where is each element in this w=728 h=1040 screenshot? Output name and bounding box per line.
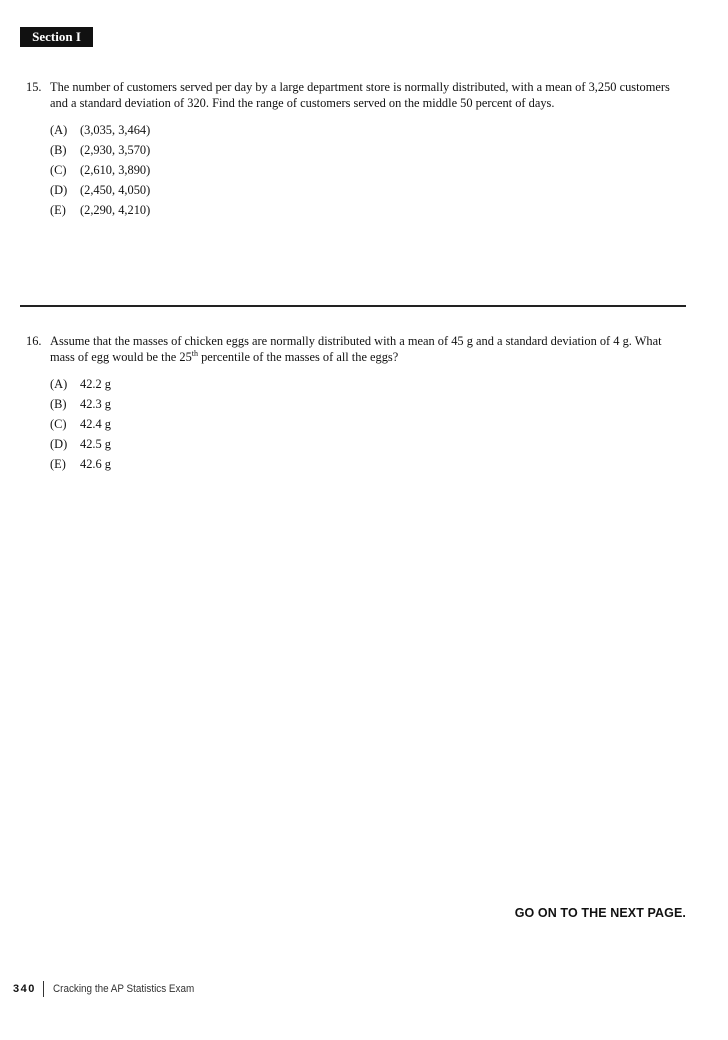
book-title: Cracking the AP Statistics Exam [52,983,195,995]
question-text-part2: percentile of the masses of all the eggs? [198,350,399,364]
page-footer [13,980,210,998]
question-text [50,333,686,365]
question-number: 16. [26,334,42,348]
choice-c [50,160,686,180]
question-15 [26,79,686,220]
choice-text: 42.2 g [80,377,111,391]
section-label: Section I [20,27,93,47]
page-number: 340 [13,983,36,995]
choice-text: (2,930, 3,570) [80,143,151,157]
answer-choices [50,374,686,474]
choice-text: 42.5 g [80,437,111,451]
choice-letter: (D) [50,183,68,197]
choice-d [50,180,686,200]
choice-a [50,120,686,140]
choice-letter: (A) [50,377,68,391]
choice-c [50,414,686,434]
section-divider [20,305,686,307]
choice-text: (3,035, 3,464) [80,123,151,137]
choice-b [50,394,686,414]
choice-text: 42.6 g [80,457,111,471]
choice-letter: (D) [50,437,68,451]
next-page-notice: GO ON TO THE NEXT PAGE. [514,906,686,920]
choice-text: 42.3 g [80,397,111,411]
choice-b [50,140,686,160]
answer-choices [50,120,686,220]
choice-letter: (C) [50,163,67,177]
ordinal-suffix: th [191,348,199,358]
choice-letter: (E) [50,203,66,217]
choice-letter: (A) [50,123,68,137]
choice-text: 42.4 g [80,417,111,431]
choice-d [50,434,686,454]
choice-text: (2,290, 4,210) [80,203,151,217]
question-number: 15. [26,80,42,94]
choice-e [50,200,686,220]
choice-letter: (C) [50,417,67,431]
choice-e [50,454,686,474]
question-16 [26,333,686,474]
question-text: The number of customers served per day by a large department store is normally distributed, with a mean of 3,250 customers and a standard deviation of 320. Find the range of customers served on the middle 50 percent of days. [50,80,670,110]
choice-letter: (B) [50,143,67,157]
choice-letter: (E) [50,457,66,471]
question-text-part1: Assume that the masses of chicken eggs are normally distributed with a mean of 45 g and a standard deviation of 4 g. What mass of egg would be the 25 [50,334,662,364]
choice-letter: (B) [50,397,67,411]
choice-a [50,374,686,394]
choice-text: (2,610, 3,890) [80,163,151,177]
choice-text: (2,450, 4,050) [80,183,151,197]
footer-separator [43,981,44,997]
